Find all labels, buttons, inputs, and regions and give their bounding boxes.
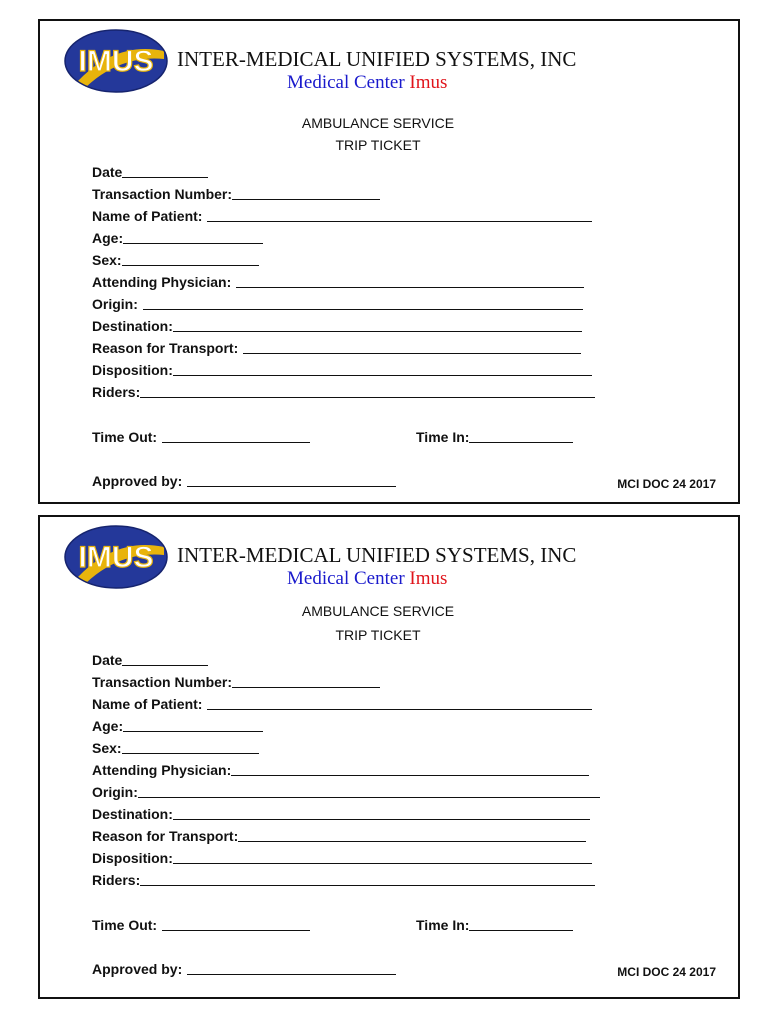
trip-ticket-1	[38, 19, 740, 504]
blank-transaction-number[interactable]	[232, 185, 380, 200]
blank-destination[interactable]	[173, 805, 590, 820]
blank-reason-for-transport[interactable]	[238, 827, 586, 842]
label-transaction-number: Transaction Number:	[92, 186, 233, 202]
document-number: MCI DOC 24 2017	[617, 477, 716, 491]
document-number: MCI DOC 24 2017	[617, 965, 716, 979]
field-time-out	[92, 913, 310, 933]
blank-name-of-patient[interactable]	[207, 695, 592, 710]
label-riders: Riders:	[92, 384, 141, 400]
blank-sex[interactable]	[122, 251, 259, 266]
label-age: Age:	[92, 230, 124, 246]
medical-center-subtitle	[287, 568, 447, 590]
field-time-in	[416, 913, 573, 933]
blank-transaction-number[interactable]	[232, 673, 380, 688]
label-riders: Riders:	[92, 872, 141, 888]
label-disposition: Disposition:	[92, 850, 173, 866]
blank-approved-by[interactable]	[187, 472, 396, 487]
field-date	[92, 160, 208, 180]
label-date: Date	[92, 164, 123, 180]
medical-center-subtitle	[287, 72, 447, 94]
label-time-in: Time In:	[416, 429, 470, 445]
label-destination: Destination:	[92, 806, 173, 822]
trip-ticket-2	[38, 515, 740, 999]
blank-attending-physician[interactable]	[231, 761, 589, 776]
heading-ambulance-service: AMBULANCE SERVICE	[301, 115, 455, 131]
field-approved-by	[92, 469, 396, 489]
label-origin: Origin:	[92, 784, 138, 800]
field-attending-physician	[92, 758, 589, 778]
blank-time-out[interactable]	[162, 428, 310, 443]
field-reason-for-transport	[92, 824, 586, 844]
label-attending-physician: Attending Physician:	[92, 274, 232, 290]
field-sex	[92, 736, 259, 756]
label-destination: Destination:	[92, 318, 173, 334]
label-date: Date	[92, 652, 123, 668]
field-reason-for-transport	[92, 336, 581, 356]
field-origin	[92, 292, 583, 312]
company-name: INTER-MEDICAL UNIFIED SYSTEMS, INC	[177, 543, 577, 567]
field-destination	[92, 314, 582, 334]
heading-trip-ticket: TRIP TICKET	[335, 627, 421, 643]
label-name-of-patient: Name of Patient:	[92, 208, 203, 224]
field-disposition	[92, 846, 592, 866]
blank-time-out[interactable]	[162, 916, 310, 931]
field-approved-by	[92, 957, 396, 977]
field-transaction-number	[92, 670, 380, 690]
blank-sex[interactable]	[122, 739, 259, 754]
svg-text:IMUS: IMUS	[78, 541, 154, 574]
blank-attending-physician[interactable]	[236, 273, 584, 288]
field-name-of-patient	[92, 204, 592, 224]
blank-destination[interactable]	[173, 317, 582, 332]
heading-trip-ticket: TRIP TICKET	[335, 137, 421, 153]
field-age	[92, 226, 263, 246]
label-approved-by: Approved by:	[92, 961, 183, 977]
imus-logo	[64, 29, 168, 93]
label-attending-physician: Attending Physician:	[92, 762, 232, 778]
blank-date[interactable]	[122, 651, 208, 666]
field-sex	[92, 248, 259, 268]
label-disposition: Disposition:	[92, 362, 173, 378]
blank-name-of-patient[interactable]	[207, 207, 592, 222]
blank-age[interactable]	[123, 717, 263, 732]
field-attending-physician	[92, 270, 584, 290]
blank-origin[interactable]	[138, 783, 600, 798]
blank-time-in[interactable]	[469, 916, 573, 931]
field-time-out	[92, 425, 310, 445]
field-time-in	[416, 425, 573, 445]
field-name-of-patient	[92, 692, 592, 712]
field-date	[92, 648, 208, 668]
label-origin: Origin:	[92, 296, 138, 312]
label-sex: Sex:	[92, 740, 122, 756]
blank-disposition[interactable]	[173, 361, 592, 376]
label-time-out: Time Out:	[92, 429, 158, 445]
blank-riders[interactable]	[140, 383, 595, 398]
blank-disposition[interactable]	[173, 849, 592, 864]
label-reason-for-transport: Reason for Transport:	[92, 340, 239, 356]
blank-age[interactable]	[123, 229, 263, 244]
subtitle-imus: Imus	[409, 568, 448, 589]
company-name: INTER-MEDICAL UNIFIED SYSTEMS, INC	[177, 47, 577, 71]
label-approved-by: Approved by:	[92, 473, 183, 489]
blank-riders[interactable]	[140, 871, 595, 886]
field-origin	[92, 780, 600, 800]
imus-logo	[64, 525, 168, 589]
label-name-of-patient: Name of Patient:	[92, 696, 203, 712]
subtitle-medical-center: Medical Center	[287, 72, 405, 93]
svg-text:IMUS: IMUS	[78, 45, 154, 78]
label-time-in: Time In:	[416, 917, 470, 933]
field-transaction-number	[92, 182, 380, 202]
blank-origin[interactable]	[143, 295, 583, 310]
field-riders	[92, 868, 595, 888]
label-time-out: Time Out:	[92, 917, 158, 933]
field-riders	[92, 380, 595, 400]
label-transaction-number: Transaction Number:	[92, 674, 233, 690]
blank-date[interactable]	[122, 163, 208, 178]
blank-approved-by[interactable]	[187, 960, 396, 975]
field-destination	[92, 802, 590, 822]
blank-reason-for-transport[interactable]	[243, 339, 581, 354]
heading-ambulance-service: AMBULANCE SERVICE	[301, 603, 455, 619]
label-sex: Sex:	[92, 252, 122, 268]
label-reason-for-transport: Reason for Transport:	[92, 828, 239, 844]
field-disposition	[92, 358, 592, 378]
label-age: Age:	[92, 718, 124, 734]
subtitle-medical-center: Medical Center	[287, 568, 405, 589]
subtitle-imus: Imus	[409, 72, 448, 93]
blank-time-in[interactable]	[469, 428, 573, 443]
field-age	[92, 714, 263, 734]
